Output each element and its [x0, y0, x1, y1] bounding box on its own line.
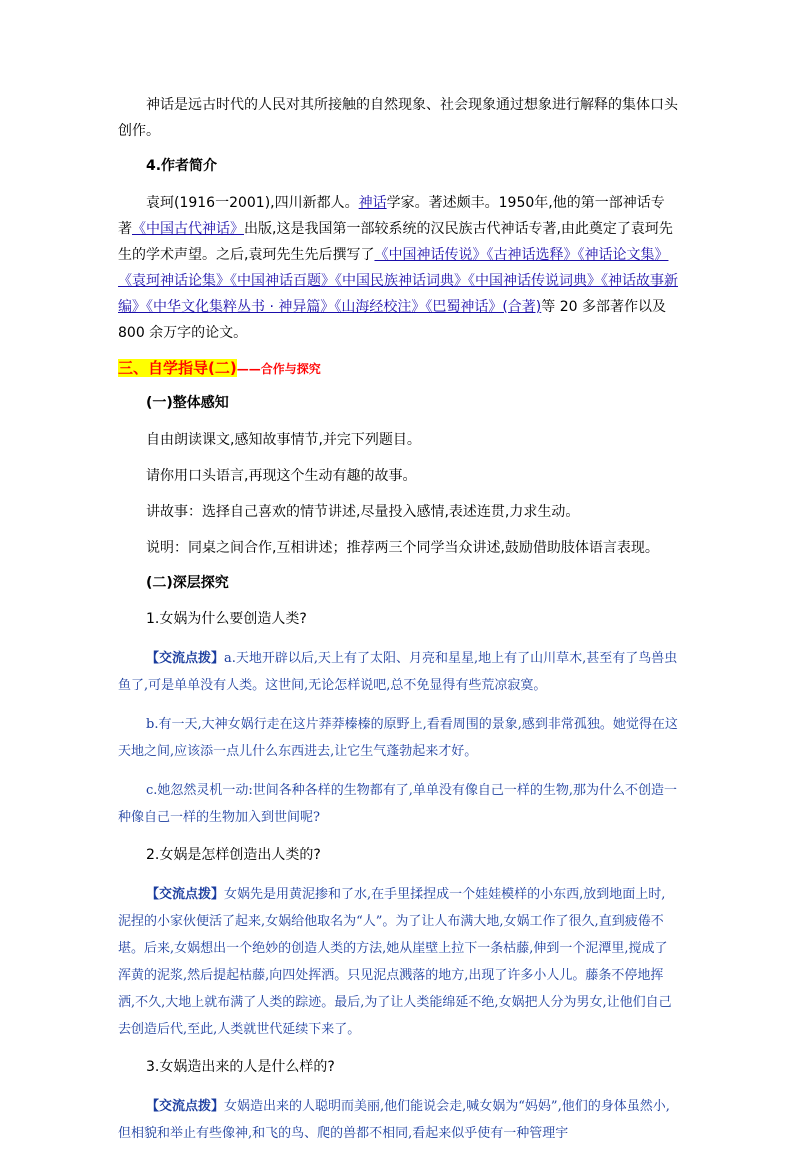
author-bio-text-2: 学家。著述颇丰。1950年,他的第一部神话专著: [118, 195, 665, 237]
answer-1b: b.有一天,大神女娲行走在这片莽莽榛榛的原野上,看看周围的景象,感到非常孤独。她觉得在这天地之间,应该添一点儿什么东西进去,让它生气蓬勃起来才好。: [118, 717, 678, 759]
exchange-tag: 【交流点拨】: [146, 1099, 225, 1114]
answer-3-text: 女娲造出来的人聪明而美丽,他们能说会走,喊女娲为“妈妈”,他们的身体虽然小,但相貌和举止有些像神,和飞的鸟、爬的兽都不相同,看起来似乎使有一种管理宇: [118, 1099, 670, 1141]
answer-1a-text: a.天地开辟以后,天上有了太阳、月亮和星星,地上有了山川草木,甚至有了鸟兽虫鱼了,可是单单没有人类。这世间,无论怎样说吧,总不免显得有些荒凉寂寞。: [118, 651, 678, 693]
part-1-line-4: 说明：同桌之间合作,互相讲述；推荐两三个同学当众讲述,鼓励借助肢体语言表现。: [146, 540, 659, 556]
part-1-heading: (一)整体感知: [146, 395, 229, 411]
intro-paragraph: 神话是远古时代的人民对其所接触的自然现象、社会现象通过想象进行解释的集体口头创作。: [118, 97, 678, 139]
section-3-title: [118, 356, 678, 381]
section-3-main-title: 三、自学指导(二): [118, 359, 237, 377]
part-1-line-2: 请你用口头语言,再现这个生动有趣的故事。: [146, 468, 417, 484]
part-1-line-3: 讲故事：选择自己喜欢的情节讲述,尽量投入感情,表述连贯,力求生动。: [146, 504, 580, 520]
answer-3: [118, 1093, 678, 1147]
answer-2-text: 女娲先是用黄泥掺和了水,在手里揉捏成一个娃娃模样的小东西,放到地面上时,泥捏的小家伙便活了起来,女娲给他取名为“人”。为了让人布满大地,女娲工作了很久,直到疲倦不堪。后来,女娲想出一个绝妙的创造人类的方法,她从崖壁上拉下一条枯藤,伸到一个泥潭里,搅成了浑黄的泥浆,然后提起枯藤,向四处挥洒。只见泥点溅落的地方,出现了许多小人儿。藤条不停地挥洒,不久,大地上就布满了人类的踪迹。最后,为了让人类能绵延不绝,女娲把人分为男女,让他们自己去创造后代,至此,人类就世代延续下来了。: [118, 887, 672, 1037]
author-bio-paragraph: [118, 190, 678, 346]
answer-2: [118, 881, 678, 1043]
answer-1a: [118, 645, 678, 699]
section-3-subtitle: ——合作与探究: [236, 362, 321, 376]
question-1: 1.女娲为什么要创造人类?: [146, 611, 307, 627]
author-bio-text-4: 等 20 多部著作以及 800 余万字的论文。: [118, 299, 666, 341]
part-2-heading: (二)深层探究: [146, 575, 229, 591]
author-bio-text-1: 袁珂(1916一2001),四川新都人。: [146, 195, 359, 211]
link-works-list[interactable]: 《中国神话传说》《古神话选释》《神话论文集》《袁珂神话论集》《中国神话百题》《中国民族神话词典》《中国神话传说词典》《神话故事新编》《中华文化集粹丛书 · 神异篇》《山海经校注》《巴蜀神话》(合著): [118, 247, 678, 315]
document-page: [118, 92, 678, 1159]
link-myth[interactable]: 神话: [358, 195, 387, 211]
question-2: 2.女娲是怎样创造出人类的?: [146, 847, 321, 863]
exchange-tag: 【交流点拨】: [146, 887, 225, 902]
answer-1c: c.她忽然灵机一动:世间各种各样的生物都有了,单单没有像自己一样的生物,那为什么不创造一种像自己一样的生物加入到世间呢?: [118, 783, 678, 825]
exchange-tag: 【交流点拨】: [146, 651, 225, 666]
author-bio-text-3: 出版,这是我国第一部较系统的汉民族古代神话专著,由此奠定了袁珂先生的学术声望。之后,袁珂先生先后撰写了: [118, 221, 673, 263]
part-1-line-1: 自由朗读课文,感知故事情节,并完下列题目。: [146, 432, 421, 448]
question-3: 3.女娲造出来的人是什么样的?: [146, 1059, 335, 1075]
link-ancient-myths[interactable]: 《中国古代神话》: [132, 221, 244, 237]
author-heading: 4.作者简介: [146, 158, 218, 174]
